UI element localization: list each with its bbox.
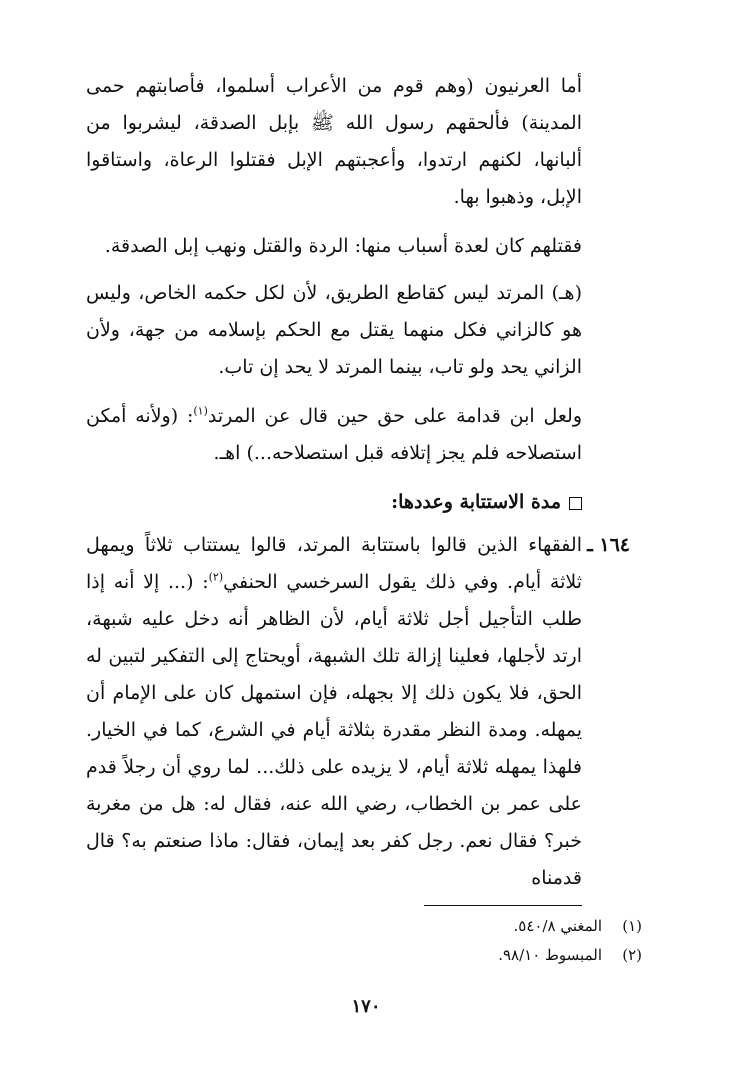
ibn-qudama-text-before: ولعل ابن قدامة على حق حين قال عن المرتد — [207, 405, 582, 427]
paragraph-164-text-after: : (... إلا أنه إذا طلب التأجيل أجل ثلاثة أيام، لأن الظاهر أنه دخل عليه شبهة، ارتد لأجلها، فعلينا إزالة تلك الشبهة، أويحتاج إلى التفكير لتبين له الحق، فلا يكون ذلك إلا بجهله، فإن استمهل كان على الإمام أن يمهله. ومدة النظر مقدرة بثلاثة أيام في الشرع، كما في الخيار. فلهذا يمهله ثلاثة أيام، لا يزيده على ذلك... لما روي أن رجلاً قدم على عمر بن الخطاب، رضي الله عنه، فقال له: هل من مغربة خبر؟ فقال نعم. رجل كفر بعد إيمان، فقال: ماذا صنعتم به؟ قال قدمناه — [86, 571, 582, 889]
paragraph-ibn-qudama — [86, 398, 582, 472]
main-text — [86, 68, 630, 909]
numbered-paragraph-164 — [86, 527, 630, 897]
footnote-text: المغني ٥٤٠/٨. — [513, 917, 602, 935]
footnote-number: (٢) — [622, 946, 642, 964]
footnotes — [86, 912, 642, 970]
section-heading-text: مدة الاستتابة وعددها: — [391, 491, 561, 513]
footnote-divider — [424, 905, 582, 906]
footnote-2 — [86, 941, 642, 970]
paragraph-number: ١٦٤ ـ — [587, 534, 630, 556]
paragraph-arnians: أما العرنيون (وهم قوم من الأعراب أسلموا، فأصابتهم حمى المدينة) فألحقهم رسول الله ﷺ بإبل الصدقة، ليشربوا من ألبانها، لكنهم ارتدوا، وأعجبتهم الإبل فقتلوا الرعاة، واستاقوا الإبل، وذهبوا بها. — [86, 75, 582, 208]
ibn-qudama-text-after: : (ولأنه أمكن استصلاحه فلم يجز إتلافه قبل استصلاحه...) اهـ. — [86, 405, 582, 464]
footnote-1 — [86, 912, 642, 941]
footnote-ref-2[interactable]: (٢) — [208, 570, 224, 584]
footnote-ref-1[interactable]: (١) — [193, 404, 208, 418]
footnote-text: المبسوط ٩٨/١٠. — [498, 946, 602, 964]
paragraph-reasons: فقتلهم كان لعدة أسباب منها: الردة والقتل ونهب إبل الصدقة. — [104, 235, 582, 257]
page-number: ١٧٠ — [351, 996, 381, 1017]
section-heading — [86, 484, 582, 521]
footnote-number: (١) — [622, 917, 642, 935]
paragraph-164-text-before: الفقهاء الذين قالوا باستتابة المرتد، قالوا يستتاب ثلاثاً ويمهل ثلاثة أيام. وفي ذلك يقول السرخسي الحنفي — [86, 534, 582, 593]
paragraph-apostate-vs-robber: (هـ) المرتد ليس كقاطع الطريق، لأن لكل حكمه الخاص، وليس هو كالزاني فكل منهما يقتل مع الحكم بإسلامه من جهة، ولأن الزاني يحد ولو تاب، بينما المرتد لا يحد إن تاب. — [86, 282, 582, 378]
square-bullet-icon — [569, 497, 582, 510]
